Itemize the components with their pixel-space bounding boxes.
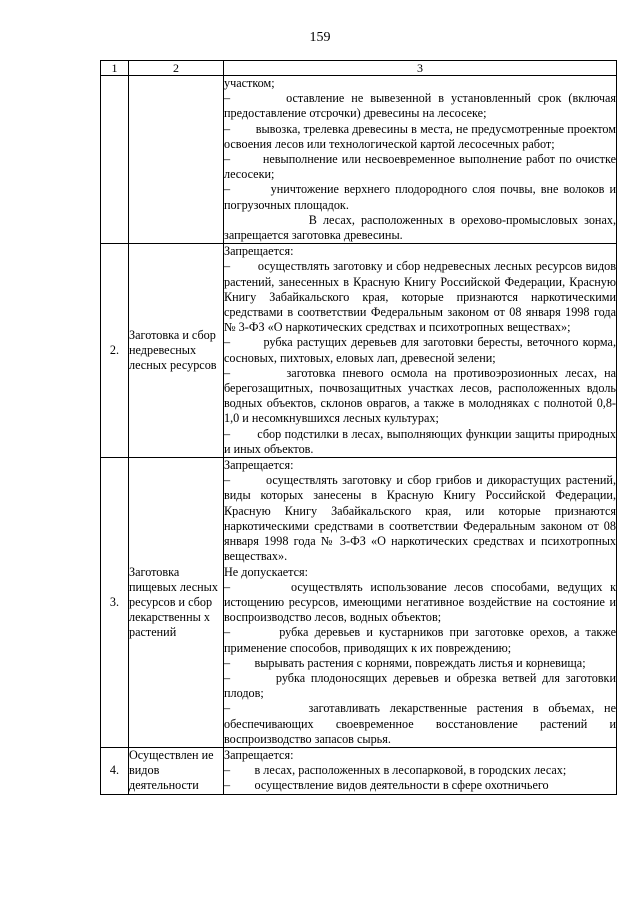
restrictions-text (224, 244, 617, 458)
paragraph: участком; (224, 76, 275, 90)
paragraph: Запрещается: (224, 747, 294, 762)
paragraph: – невыполнение или несвоевременное выполнение работ по очистке лесосеки; (224, 152, 616, 182)
row-number (101, 76, 129, 244)
paragraph: Не допускается: (224, 564, 309, 579)
page-number: 159 (309, 30, 331, 45)
paragraph: В лесах, расположенных в орехово-промысловых зонах, запрещается заготовка древесины. (224, 212, 616, 243)
paragraph: – в лесах, расположенных в лесопарковой, в городских лесах; (224, 763, 567, 778)
paragraph: Запрещается: (224, 458, 294, 473)
column-header: 1 (101, 61, 129, 76)
paragraph: – осуществление видов деятельности в сфере охотничьего (224, 778, 549, 793)
table-row (101, 76, 617, 244)
paragraph: – сбор подстилки в лесах, выполняющих функции защиты природных и иных объектов. (224, 426, 616, 456)
paragraph: – вырывать растения с корнями, повреждать листья и корневища; (224, 655, 586, 670)
paragraph: – рубка плодоносящих деревьев и обрезка ветвей для заготовки плодов; (224, 670, 616, 701)
paragraph: – осуществлять использование лесов способами, ведущих к истощению ресурсов, имеющими негативное воздействие на состояние и воспроизводство лесов, водных объектов; (224, 579, 616, 625)
activity-name: Осуществлен ие видов деятельности (129, 747, 224, 794)
paragraph: – вывозка, трелевка древесины в места, не предусмотренные проектом освоения лесов или технологической картой лесосечных работ; (224, 121, 616, 151)
activity-name: Заготовка и сбор недревесных лесных ресурсов (129, 244, 224, 458)
table-row (101, 244, 617, 458)
row-number: 3. (101, 458, 129, 748)
restrictions-text (224, 458, 617, 748)
regulations-table (100, 60, 617, 795)
activity-name: Заготовка пищевых лесных ресурсов и сбор лекарственны х растений (129, 458, 224, 748)
paragraph: – рубка деревьев и кустарников при заготовке орехов, а также применение способов, приводящих к их повреждению; (224, 625, 616, 655)
table-row (101, 747, 617, 794)
paragraph: – уничтожение верхнего плодородного слоя почвы, вне волоков и погрузочных площадок. (224, 182, 616, 212)
table-header-row (101, 61, 617, 76)
row-number: 4. (101, 747, 129, 794)
restrictions-text (224, 747, 617, 794)
table-row (101, 458, 617, 748)
paragraph: – заготавливать лекарственные растения в объемах, не обеспечивающих своевременное восстановление растений и воспроизводство запасов сырья. (224, 701, 616, 746)
activity-name (129, 76, 224, 244)
row-number: 2. (101, 244, 129, 458)
paragraph: – рубка растущих деревьев для заготовки бересты, веточного корма, сосновых, пихтовых, еловых лап, древесной зелени; (224, 335, 616, 365)
restrictions-text (224, 76, 617, 244)
paragraph: – оставление не вывезенной в установленный срок (включая предоставление отсрочки) древесины на лесосеке; (224, 91, 616, 121)
paragraph: Запрещается: (224, 244, 294, 259)
paragraph: – осуществлять заготовку и сбор недревесных лесных ресурсов видов растений, занесенных в Красную Книгу Российской Федерации, Красную Книгу Забайкальского края, которые признаются наркотическими средствами в соответствии Федеральным законом от 08 января 1998 года № 3-ФЗ «О наркотических средствах и психотропных веществах»; (224, 259, 616, 335)
column-header: 2 (129, 61, 224, 76)
paragraph: – осуществлять заготовку и сбор грибов и дикорастущих растений, виды которых занесены в Красную Книгу Российской Федерации, Красную Книгу Забайкальского края, или которые признаются наркотическими средствами в соответствии Федеральным законом от 08 января 1998 года № 3-ФЗ «О наркотических средствах и психотропных веществах». (224, 473, 616, 564)
column-header: 3 (224, 61, 617, 76)
paragraph: – заготовка пневого осмола на противоэрозионных лесах, на берегозащитных, почвозащитных участках лесов, расположенных вдоль водных объектов, склонов оврагов, а также в молодняках с полнотой 0,8-1,0 и несомкнувшихся лесных культурах; (224, 365, 616, 426)
